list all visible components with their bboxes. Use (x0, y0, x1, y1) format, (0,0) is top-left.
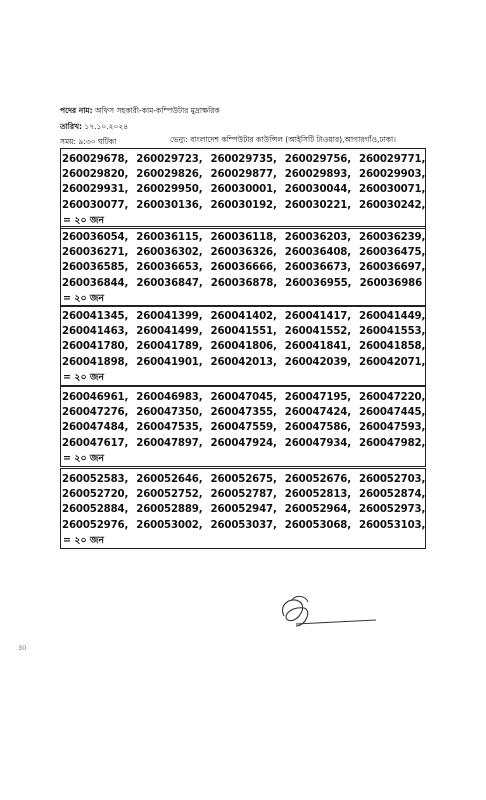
roll-number: 260047617, (62, 437, 129, 449)
venue-label: ভেন্যু: (170, 135, 188, 144)
roll-number: 260052874, (359, 489, 426, 501)
roll-number: 260047897, (136, 437, 203, 449)
roll-number: 260036986 (359, 277, 423, 289)
roll-number: 260036302, (136, 247, 203, 259)
roll-row (62, 355, 425, 370)
roll-number: 260052947, (210, 504, 277, 516)
roll-row (62, 405, 425, 420)
page-number: 30 (18, 644, 27, 652)
roll-number: 260041463, (62, 326, 129, 338)
post-name-value: অফিস সহকারী-কাম-কম্পিউটার মুদ্রাক্ষরিক (95, 106, 220, 115)
roll-number: 260052675, (210, 474, 277, 486)
roll-group (60, 148, 426, 229)
group-count: = ২০ জন (63, 214, 105, 226)
roll-row (62, 518, 425, 533)
roll-row (62, 502, 425, 517)
roll-number: 260047586, (284, 422, 351, 434)
roll-number: 260046961, (62, 392, 129, 404)
roll-number: 260036326, (210, 247, 277, 259)
roll-number: 260036408, (284, 247, 351, 259)
roll-number: 260029735, (210, 154, 277, 166)
roll-number: 260036847, (136, 277, 203, 289)
post-name-label: পদের নাম: (60, 106, 93, 115)
roll-row (62, 260, 425, 275)
roll-number: 260029723, (136, 154, 203, 166)
roll-number: 260029678, (62, 154, 129, 166)
roll-number: 260047559, (210, 422, 277, 434)
roll-number: 260052964, (284, 504, 351, 516)
roll-number: 260036653, (136, 262, 203, 274)
roll-number: 260047350, (136, 407, 203, 419)
roll-number: 260036271, (62, 247, 129, 259)
roll-number: 260036878, (210, 277, 277, 289)
roll-number: 260036475, (359, 247, 426, 259)
roll-number: 260041552, (284, 326, 351, 338)
roll-number: 260029877, (210, 169, 277, 181)
roll-number: 260052583, (62, 474, 129, 486)
roll-number: 260053103, (359, 519, 426, 531)
roll-row (62, 309, 425, 324)
roll-number: 260036666, (210, 262, 277, 274)
roll-number: 260041499, (136, 326, 203, 338)
roll-number: 260042071, (359, 356, 426, 368)
roll-number: 260041841, (284, 341, 351, 353)
roll-group (60, 226, 426, 307)
post-name-line (60, 106, 220, 118)
roll-number: 260052646, (136, 474, 203, 486)
roll-row (62, 230, 425, 245)
roll-number: 260029931, (62, 184, 129, 196)
roll-number: 260047424, (284, 407, 351, 419)
roll-number: 260041399, (136, 311, 203, 323)
roll-row (62, 152, 425, 167)
roll-number: 260047535, (136, 422, 203, 434)
roll-number: 260036844, (62, 277, 129, 289)
roll-number: 260047445, (359, 407, 426, 419)
roll-number: 260029820, (62, 169, 129, 181)
roll-number: 260041553, (359, 326, 426, 338)
roll-number: 260047220, (359, 392, 426, 404)
roll-number: 260042013, (210, 356, 277, 368)
roll-number: 260052884, (62, 504, 129, 516)
roll-number: 260029903, (359, 169, 426, 181)
roll-number: 260041780, (62, 341, 129, 353)
roll-number: 260053002, (136, 519, 203, 531)
roll-number: 260029771, (359, 154, 426, 166)
roll-number: 260036697, (359, 262, 426, 274)
roll-number: 260036239, (359, 232, 426, 244)
roll-group (60, 305, 426, 386)
roll-group (60, 386, 426, 467)
roll-number: 260041449, (359, 311, 426, 323)
group-count: = ২০ জন (63, 452, 105, 464)
roll-number: 260052676, (284, 474, 351, 486)
roll-number: 260030221, (284, 199, 351, 211)
roll-number: 260030192, (210, 199, 277, 211)
roll-row (62, 324, 425, 339)
roll-row (62, 472, 425, 487)
group-count: = ২০ জন (63, 292, 105, 304)
roll-number: 260052703, (359, 474, 426, 486)
roll-number: 260047982, (359, 437, 426, 449)
venue-line (170, 135, 396, 147)
roll-number: 260036115, (136, 232, 203, 244)
roll-number: 260029756, (284, 154, 351, 166)
exam-date-label: তারিখ: (60, 122, 82, 131)
exam-date-line (60, 122, 128, 134)
roll-row (62, 167, 425, 182)
roll-number: 260047924, (210, 437, 277, 449)
roll-number: 260047593, (359, 422, 426, 434)
roll-number: 260047934, (284, 437, 351, 449)
roll-number: 260052720, (62, 489, 129, 501)
roll-number: 260047276, (62, 407, 129, 419)
roll-number: 260052973, (359, 504, 426, 516)
signature (270, 590, 380, 640)
roll-number: 260030001, (210, 184, 277, 196)
roll-number: 260053037, (210, 519, 277, 531)
roll-number: 260041551, (210, 326, 277, 338)
exam-date-value: ১৭.১০.২০২৪ (84, 122, 129, 131)
roll-number: 260030044, (284, 184, 351, 196)
roll-number: 260047045, (210, 392, 277, 404)
roll-number: 260036585, (62, 262, 129, 274)
roll-group (60, 468, 426, 549)
roll-row (62, 198, 425, 213)
venue-value: বাংলাদেশ কম্পিউটার কাউন্সিল (আইসিটি টাওয়ার),আগারগাঁও,ঢাকা। (190, 135, 396, 144)
roll-number: 260052787, (210, 489, 277, 501)
roll-number: 260036203, (284, 232, 351, 244)
roll-row (62, 339, 425, 354)
roll-row (62, 182, 425, 197)
roll-number: 260030077, (62, 199, 129, 211)
roll-row (62, 245, 425, 260)
roll-number: 260052976, (62, 519, 129, 531)
roll-row (62, 390, 425, 405)
roll-number: 260042039, (284, 356, 351, 368)
roll-number: 260053068, (284, 519, 351, 531)
roll-row (62, 420, 425, 435)
roll-row (62, 436, 425, 451)
roll-number: 260041402, (210, 311, 277, 323)
group-count: = ২০ জন (63, 371, 105, 383)
exam-time-value: ৯:৩০ ঘটিকা (78, 137, 117, 146)
roll-number: 260047195, (284, 392, 351, 404)
roll-number: 260036955, (285, 277, 352, 289)
roll-number: 260041345, (62, 311, 129, 323)
roll-number: 260052813, (284, 489, 351, 501)
roll-number: 260052752, (136, 489, 203, 501)
roll-number: 260047355, (210, 407, 277, 419)
roll-number: 260041417, (284, 311, 351, 323)
group-count: = ২০ জন (63, 534, 105, 546)
exam-time-label: সময়: (60, 137, 77, 146)
roll-number: 260041789, (136, 341, 203, 353)
roll-number: 260036118, (210, 232, 277, 244)
roll-number: 260029893, (284, 169, 351, 181)
roll-row (62, 487, 425, 502)
roll-number: 260036673, (284, 262, 351, 274)
roll-number: 260041901, (136, 356, 203, 368)
roll-number: 260052889, (136, 504, 203, 516)
roll-number: 260041806, (210, 341, 277, 353)
roll-number: 260029826, (136, 169, 203, 181)
roll-number: 260041858, (359, 341, 426, 353)
roll-number: 260030071, (359, 184, 426, 196)
roll-number: 260046983, (136, 392, 203, 404)
roll-number: 260047484, (62, 422, 129, 434)
roll-row (62, 276, 425, 291)
roll-number: 260041898, (62, 356, 129, 368)
roll-number: 260030136, (136, 199, 203, 211)
roll-number: 260029950, (136, 184, 203, 196)
roll-number: 260030242, (359, 199, 426, 211)
roll-number: 260036054, (62, 232, 129, 244)
